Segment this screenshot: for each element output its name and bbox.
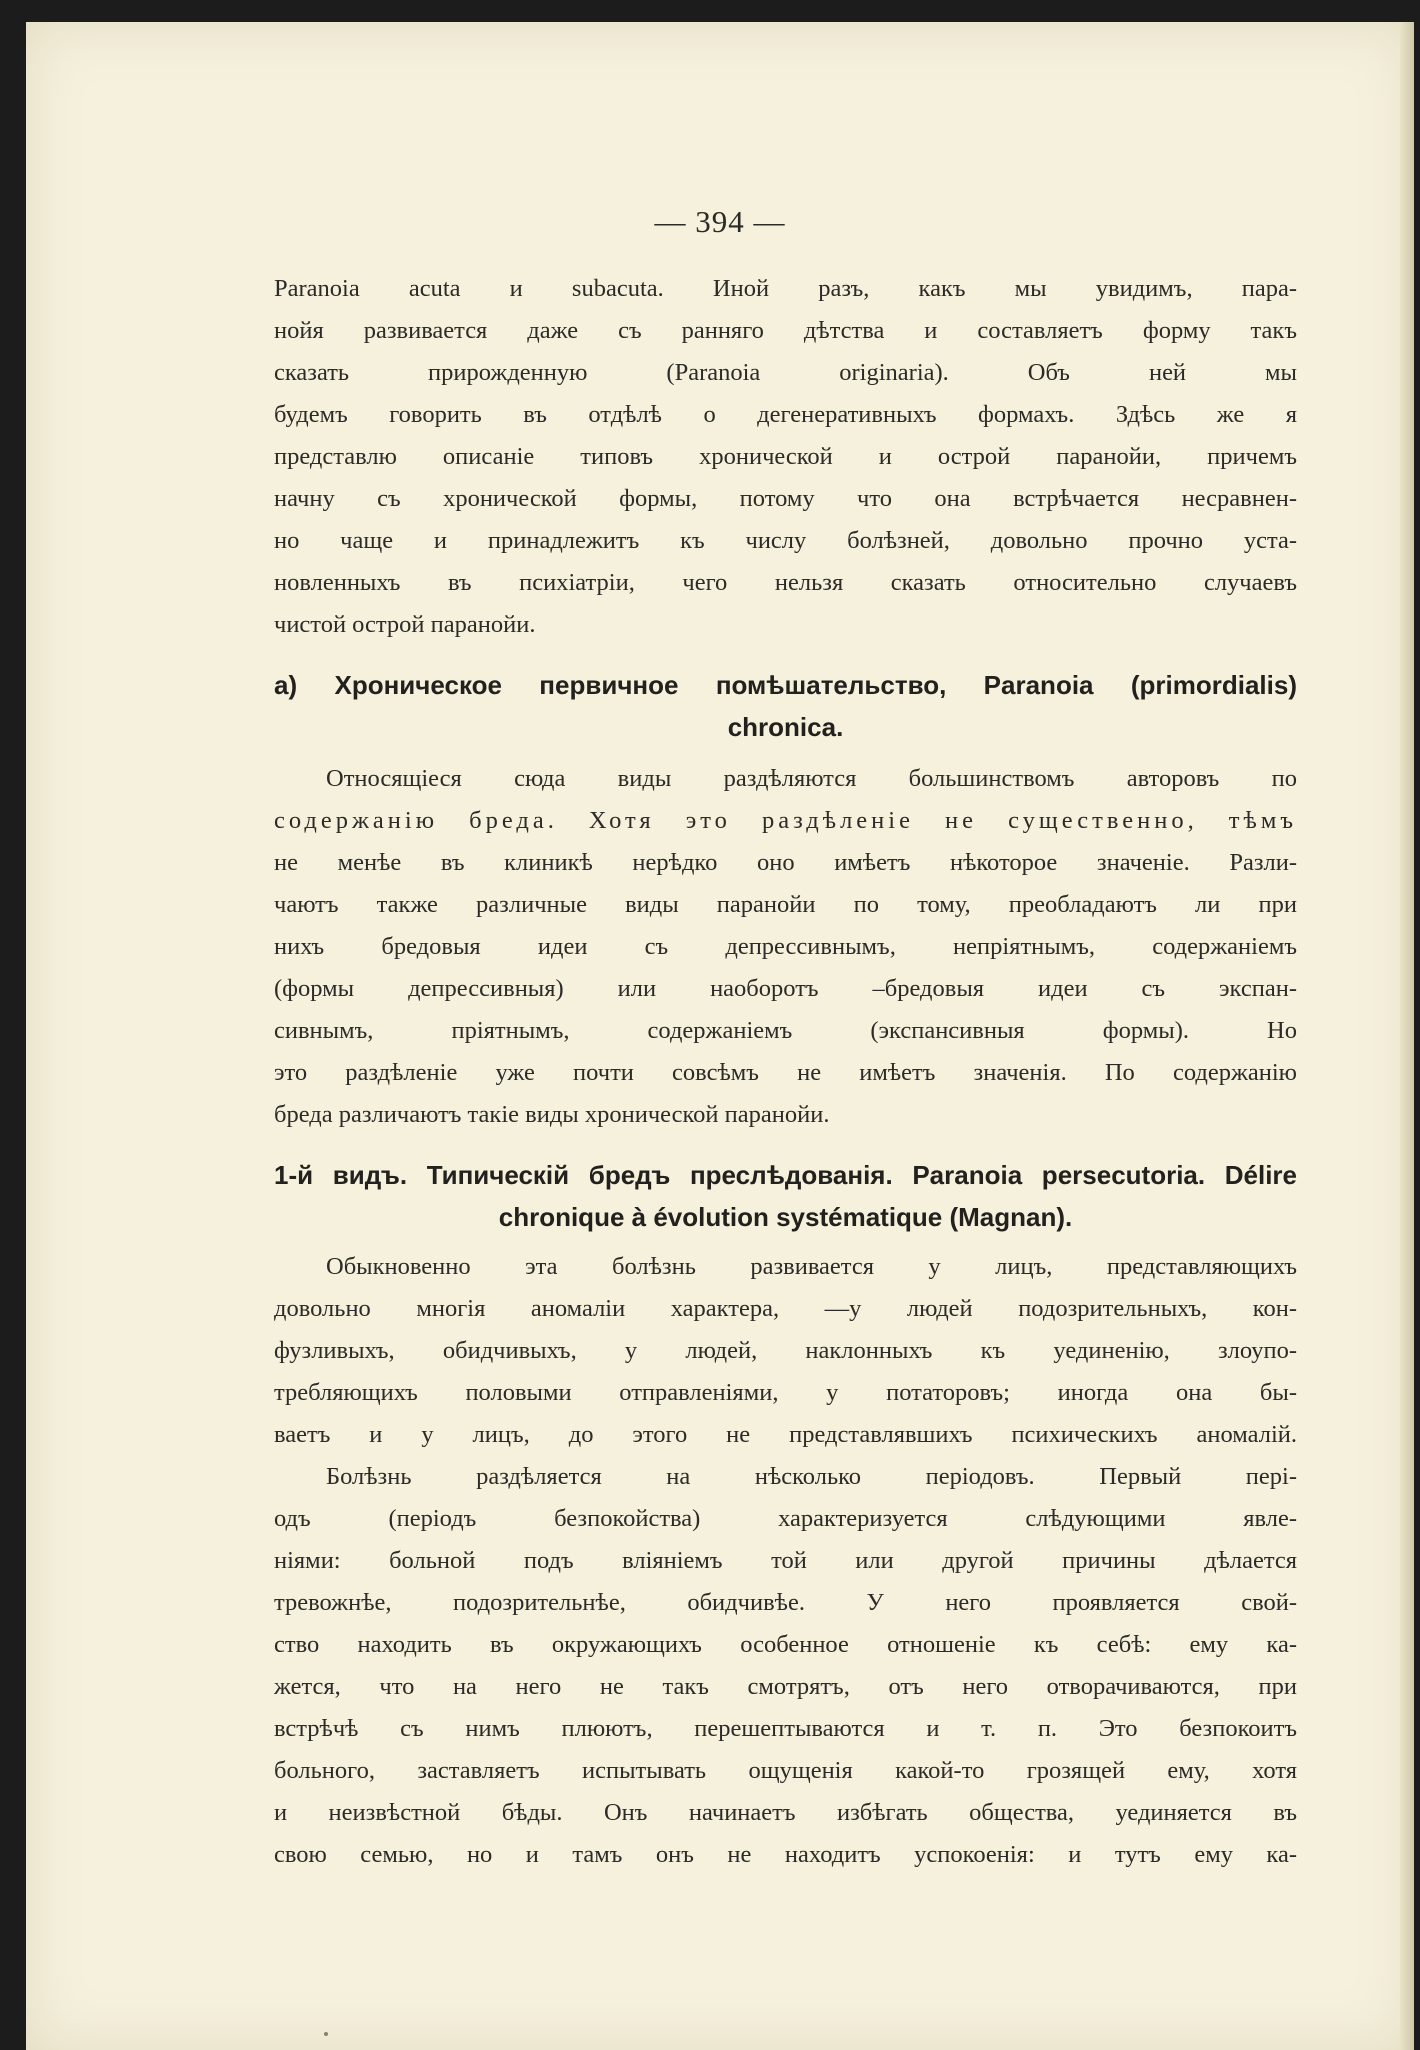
text-line: сказать прирожденную (Paranoia originaria). Объ ней мы [274, 359, 1297, 386]
section-a-paragraph [274, 758, 1297, 1136]
page-number: — 394 — [654, 204, 786, 239]
section-a-heading [274, 664, 1297, 748]
page-edge-shadow [1400, 22, 1414, 2050]
text-line: Болѣзнь раздѣляется на нѣсколько періодовъ. Первый пері- [326, 1463, 1297, 1490]
text-line: требляющихъ половыми отправленіями, у потаторовъ; иногда она бы- [274, 1379, 1297, 1406]
text-line: но чаще и принадлежитъ къ числу болѣзней, довольно прочно уста- [274, 527, 1297, 554]
text-line: ство находить въ окружающихъ особенное отношеніе къ себѣ: ему ка- [274, 1631, 1297, 1658]
text-line: содержанію бреда. Хотя это раздѣленіе не существенно, тѣмъ [274, 807, 1297, 834]
heading-line: chronica. [727, 712, 844, 742]
text-line: чистой острой паранойи. [274, 611, 536, 638]
text-line: больного, заставляетъ испытывать ощущенія какой-то грозящей ему, хотя [274, 1757, 1297, 1784]
heading-line: chronique à évolution systématique (Magnan). [498, 1202, 1073, 1232]
type1-paragraph-1 [274, 1246, 1297, 1456]
intro-paragraph [274, 268, 1297, 646]
type1-heading [274, 1154, 1297, 1238]
text-line: представлю описаніе типовъ хронической и острой паранойи, причемъ [274, 443, 1297, 470]
text-line: ніями: больной подъ вліяніемъ той или другой причины дѣлается [274, 1547, 1297, 1574]
type1-paragraph-2 [274, 1456, 1297, 1876]
text-line: новленныхъ въ психіатріи, чего нельзя сказать относительно случаевъ [274, 569, 1297, 596]
text-line: не менѣе въ клиникѣ нерѣдко оно имѣетъ нѣкоторое значеніе. Разли- [274, 849, 1297, 876]
text-line: свою семью, но и тамъ онъ не находитъ успокоенія: и тутъ ему ка- [274, 1841, 1297, 1868]
text-line: жется, что на него не такъ смотрятъ, отъ него отворачиваются, при [274, 1673, 1297, 1700]
text-line: и неизвѣстной бѣды. Онъ начинаетъ избѣгать общества, уединяется въ [274, 1799, 1297, 1826]
text-line: чаютъ также различные виды паранойи по тому, преобладаютъ ли при [274, 891, 1297, 918]
text-line: нихъ бредовыя идеи съ депрессивнымъ, непріятнымъ, содержаніемъ [274, 933, 1297, 960]
text-line: довольно многія аномаліи характера, —у людей подозрительныхъ, кон- [274, 1295, 1297, 1322]
text-line: будемъ говорить въ отдѣлѣ о дегенеративныхъ формахъ. Здѣсь же я [274, 401, 1297, 428]
book-page [26, 22, 1414, 2050]
text-line: фузливыхъ, обидчивыхъ, у людей, наклонныхъ къ уединенію, злоупо- [274, 1337, 1297, 1364]
heading-line: 1-й видъ. Типическій бредъ преслѣдованія. Paranoia persecutoria. Délire [274, 1160, 1297, 1190]
text-line: это раздѣленіе уже почти совсѣмъ не имѣетъ значенія. По содержанію [274, 1059, 1297, 1086]
text-line: встрѣчѣ съ нимъ плюютъ, перешептываются и т. п. Это безпокоитъ [274, 1715, 1297, 1742]
text-line: Относящіеся сюда виды раздѣляются большинствомъ авторовъ по [326, 765, 1297, 792]
text-line: нойя развивается даже съ ранняго дѣтства и составляетъ форму такъ [274, 317, 1297, 344]
text-line: начну съ хронической формы, потому что она встрѣчается несравнен- [274, 485, 1297, 512]
paper-speck [324, 2032, 328, 2036]
text-line: сивнымъ, пріятнымъ, содержаніемъ (экспансивныя формы). Но [274, 1017, 1297, 1044]
text-line: одъ (періодъ безпокойства) характеризуется слѣдующими явле- [274, 1505, 1297, 1532]
text-line: ваетъ и у лицъ, до этого не представлявшихъ психическихъ аномалій. [274, 1421, 1297, 1448]
text-line: (формы депрессивныя) или наоборотъ –бредовыя идеи съ экспан- [274, 975, 1297, 1002]
text-line: бреда различаютъ такіе виды хронической паранойи. [274, 1101, 830, 1128]
text-line: тревожнѣе, подозрительнѣе, обидчивѣе. У него проявляется свой- [274, 1589, 1297, 1616]
text-line: Paranoia acuta и subacuta. Иной разъ, какъ мы увидимъ, пара- [274, 275, 1297, 302]
heading-line: a) Хроническое первичное помѣшательство, Paranoia (primordialis) [274, 670, 1297, 700]
text-line: Обыкновенно эта болѣзнь развивается у лицъ, представляющихъ [326, 1253, 1297, 1280]
